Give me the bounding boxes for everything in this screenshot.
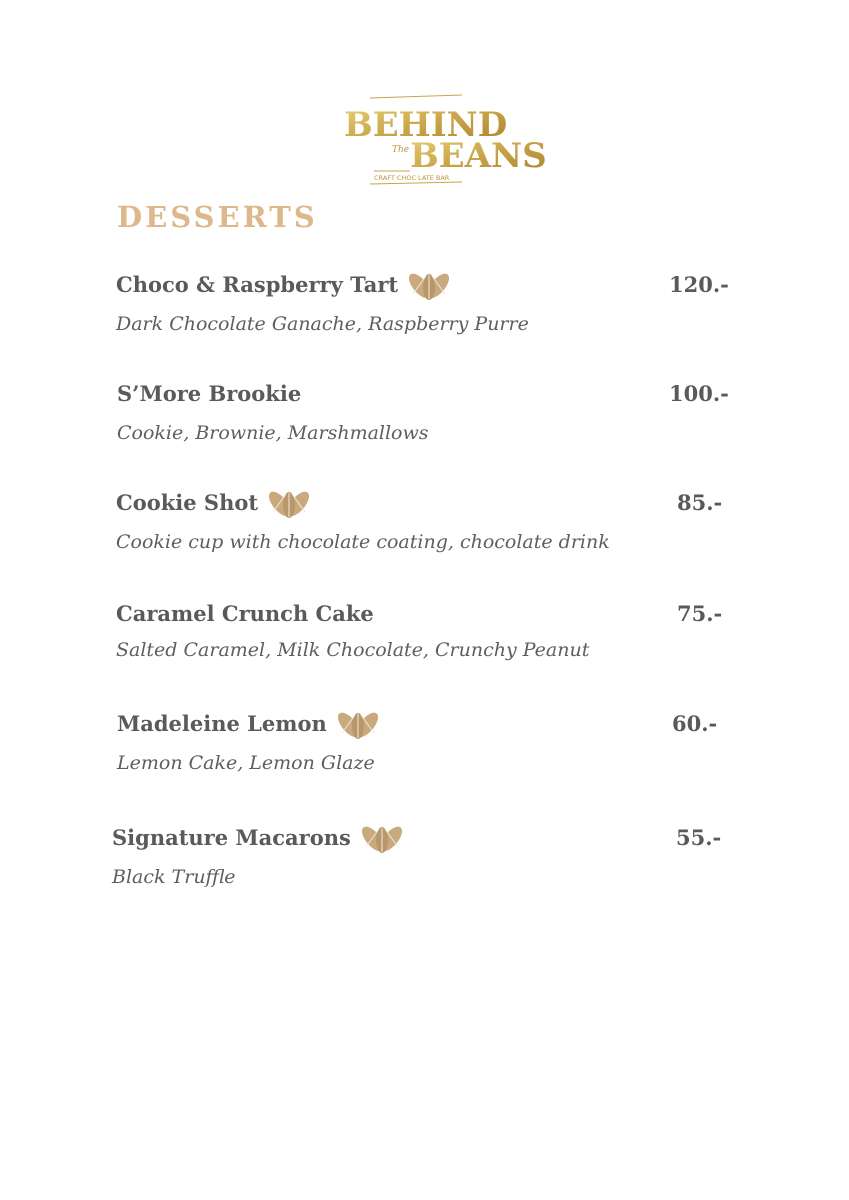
cacao-pod-icon [332,709,384,739]
cacao-pod-icon [263,488,315,518]
item-price: 75.- [677,601,723,626]
item-description: Cookie, Brownie, Marshmallows [117,422,429,444]
cacao-pod-icon [356,823,408,853]
item-description: Dark Chocolate Ganache, Raspberry Purre [116,313,529,335]
svg-text:BEHIND: BEHIND [344,105,508,145]
menu-item [0,709,849,799]
section-title: DESSERTS [117,200,318,234]
menu-item [0,379,849,469]
item-price: 120.- [669,272,729,297]
item-price: 60.- [672,711,718,736]
item-name: Choco & Raspberry Tart [116,270,455,300]
item-name: Madeleine Lemon [117,709,384,739]
brand-logo [340,92,547,187]
item-name: Caramel Crunch Cake [116,601,374,626]
item-name: Signature Macarons [112,823,408,853]
menu-item [0,599,849,689]
item-description: Lemon Cake, Lemon Glaze [117,752,375,774]
svg-text:CRAFT CHOC LATE BAR: CRAFT CHOC LATE BAR [374,174,450,182]
item-price: 55.- [676,825,722,850]
item-description: Cookie cup with chocolate coating, chocolate drink [116,531,610,553]
svg-text:The: The [392,145,410,155]
item-name: S’More Brookie [117,381,302,406]
item-price: 85.- [677,490,723,515]
item-name: Cookie Shot [116,488,315,518]
menu-item [0,488,849,578]
item-price: 100.- [669,381,729,406]
item-description: Salted Caramel, Milk Chocolate, Crunchy Peanut [116,639,590,661]
svg-text:BEANS: BEANS [410,136,547,176]
behind-the-beans-logo-icon [340,92,547,187]
cacao-pod-icon [403,270,455,300]
menu-item [0,270,849,360]
menu-item [0,823,849,913]
item-description: Black Truffle [112,866,236,888]
